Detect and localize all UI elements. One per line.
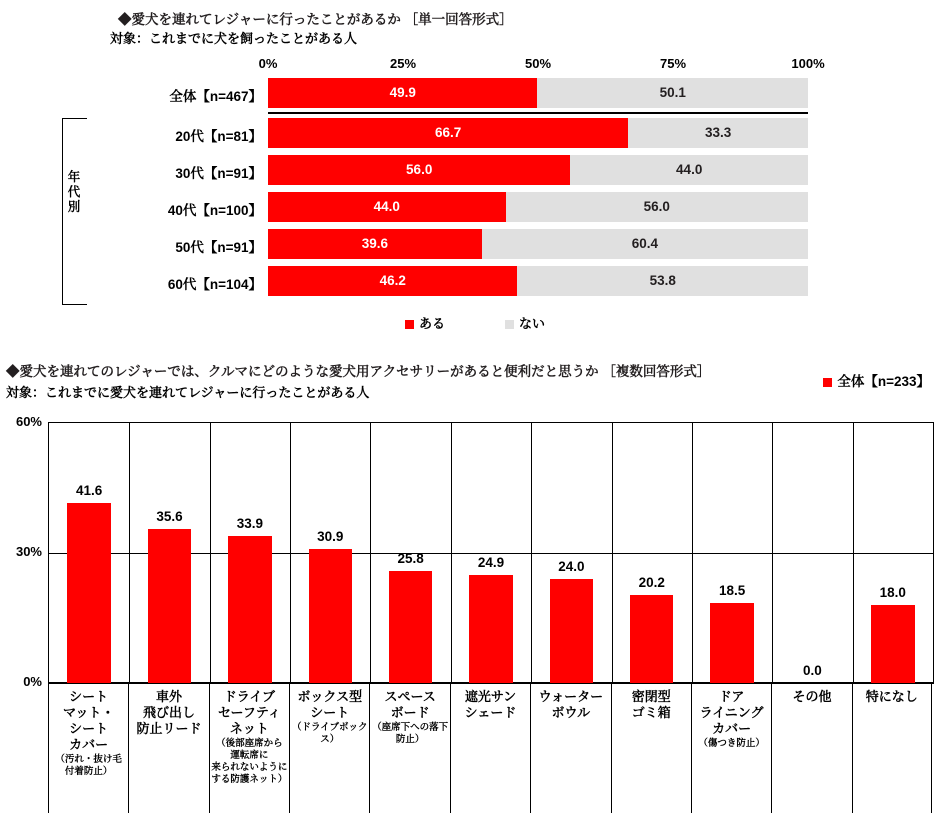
chart1-legend (405, 313, 605, 332)
chart2-bar-value: 30.9 (317, 529, 344, 545)
chart2-category-main: その他 (792, 689, 832, 704)
chart1-value-nai: 44.0 (676, 162, 703, 177)
chart2-category-cell (530, 683, 610, 813)
chart2-bar (309, 549, 352, 683)
chart2-category-sub: （汚れ・抜け毛 付着防止） (55, 754, 122, 777)
chart2-category-cell (852, 683, 932, 813)
chart2-ytick: 30% (15, 544, 42, 559)
chart2-column-separator (210, 423, 211, 683)
chart2-category-cell (128, 683, 208, 813)
chart2-category-sub: （後部座席から 運転席に 来られないように する防護ネット） (211, 738, 288, 785)
legend-label-total: 全体【n=233】 (837, 374, 930, 389)
chart2-category-sub: （傷つき防止） (698, 738, 765, 749)
chart2-bar (550, 579, 593, 683)
chart2-category-main: ドライブ セーフティ ネット (218, 689, 281, 736)
chart2-bar (148, 529, 191, 683)
chart1-value-aru: 46.2 (379, 273, 406, 288)
chart2-bar (871, 605, 914, 683)
chart2-category-cell (691, 683, 771, 813)
chart2-column-separator (129, 423, 130, 683)
chart1-value-aru: 39.6 (361, 236, 389, 251)
chart2-bar-value: 35.6 (156, 508, 183, 524)
chart2-column-separator (853, 423, 854, 683)
legend-swatch-total (823, 378, 832, 387)
chart2-category-cell (289, 683, 369, 813)
chart1-row-label: 40代【n=100】 (167, 203, 262, 218)
chart1-row-label: 20代【n=81】 (175, 129, 262, 144)
chart2-bar (469, 575, 512, 683)
chart2-category-main: 車外 飛び出し 防止リード (136, 689, 202, 736)
chart2-bar-value: 33.9 (236, 516, 264, 532)
chart1-bar-row (268, 118, 808, 148)
chart2-column-separator (531, 423, 532, 683)
chart2-category-main: 密閉型 ゴミ箱 (631, 689, 671, 720)
chart2-bar-value: 18.0 (879, 585, 906, 600)
chart1-value-nai: 56.0 (643, 199, 670, 214)
chart2-bar (710, 603, 753, 683)
chart2-column-separator (451, 423, 452, 683)
chart2-column-separator (290, 423, 291, 683)
chart2-category-sub: （ドライブボックス） (292, 722, 368, 745)
chart2-column-separator (772, 423, 773, 683)
chart1-value-aru: 49.9 (389, 85, 416, 100)
chart2-bar-value: 25.8 (397, 551, 424, 567)
chart1-legend-item (505, 313, 545, 332)
chart2-column-separator (612, 423, 613, 683)
chart1-row-label: 60代【n=104】 (167, 277, 262, 292)
chart2-bar-value: 41.6 (76, 482, 103, 498)
chart2-category-cell (48, 683, 128, 813)
chart1-row-label: 30代【n=91】 (175, 166, 262, 181)
chart1-subtitle: 対象：これまでに犬を飼ったことがある人 (110, 31, 358, 46)
chart2-column-separator (692, 423, 693, 683)
chart1-legend-item (405, 313, 445, 332)
chart2-category-sub: （座席下への落下 防止） (372, 722, 449, 745)
chart2-plot-area (48, 422, 934, 684)
chart1-value-nai: 33.3 (704, 125, 732, 140)
chart1-divider (268, 112, 808, 114)
chart1-row-label: 50代【n=91】 (175, 240, 262, 255)
legend-label: ない (519, 316, 546, 331)
chart1-value-aru: 56.0 (406, 162, 433, 177)
chart2-bar (630, 595, 673, 683)
chart1-x-axis (258, 56, 825, 76)
chart1-bar-row (268, 192, 808, 222)
chart2-category-cell (771, 683, 851, 813)
chart2-category-cell (369, 683, 449, 813)
chart2-category-cell (450, 683, 530, 813)
chart1-xtick: 50% (524, 56, 552, 71)
chart2-ytick: 60% (15, 414, 42, 429)
chart2-category-cell (209, 683, 289, 813)
chart2-bar (228, 536, 271, 683)
chart2-bar-value: 18.5 (718, 582, 746, 598)
chart1-title: ◆愛犬を連れてレジャーに行ったことがあるか ［単一回答形式］ (118, 12, 513, 27)
chart2-category-main: シート マット・ シート カバー (62, 689, 115, 752)
chart2-category-main: ドア ライニング カバー (699, 689, 764, 736)
chart2-bar-value: 24.9 (477, 555, 505, 571)
chart1-value-nai: 50.1 (659, 85, 686, 100)
chart1-bar-row (268, 229, 808, 259)
chart2-title: ◆愛犬を連れてのレジャーでは、クルマにどのような愛犬用アクセサリーがあると便利だと思うか ［複数回答形式］ (6, 364, 711, 379)
chart1-value-aru: 66.7 (434, 125, 462, 140)
legend-label: ある (419, 316, 446, 331)
chart-multi-answer (0, 352, 940, 785)
chart2-ytick: 0% (23, 674, 42, 689)
chart1-value-nai: 60.4 (631, 236, 659, 251)
age-group-label: 年代別 (67, 170, 81, 214)
chart2-bar-value: 20.2 (638, 575, 665, 591)
chart1-xtick: 75% (659, 56, 687, 71)
chart1-row-label: 全体【n=467】 (169, 89, 262, 104)
chart2-category-main: ボックス型 シート (297, 689, 363, 720)
chart2-bar (389, 571, 432, 683)
chart2-category-cell (611, 683, 691, 813)
chart2-category-main: スペース ボード (384, 689, 436, 720)
chart2-subtitle: 対象：これまでに愛犬を連れてレジャーに行ったことがある人 (6, 385, 370, 400)
chart1-xtick: 25% (389, 56, 417, 71)
chart2-category-labels (48, 683, 932, 813)
legend-swatch (505, 320, 514, 329)
chart2-category-main: 特になし (865, 689, 918, 704)
chart1-bar-row (268, 78, 808, 108)
chart2-category-main: ウォーター ボウル (538, 689, 604, 720)
chart1-bar-row (268, 266, 808, 296)
chart1-value-aru: 44.0 (373, 199, 400, 214)
chart1-value-nai: 53.8 (649, 273, 676, 288)
chart2-legend (823, 370, 930, 390)
chart2-bar (67, 503, 110, 683)
chart1-bar-row (268, 155, 808, 185)
chart2-bar-value: 0.0 (803, 663, 822, 678)
chart-single-answer (0, 0, 940, 345)
chart2-bar-value: 24.0 (558, 559, 585, 574)
chart2-category-main: 遮光サン シェード (464, 689, 517, 720)
legend-swatch (405, 320, 414, 329)
chart1-xtick: 100% (791, 56, 825, 71)
chart1-xtick: 0% (258, 56, 278, 71)
